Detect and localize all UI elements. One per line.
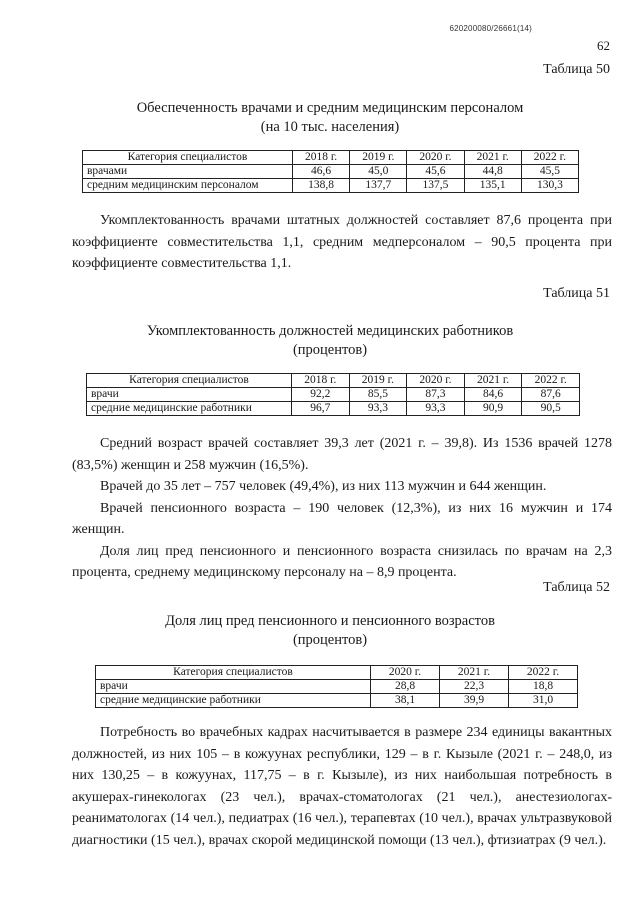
table50-title-line1: Обеспеченность врачами и средним медицинским персоналом [136, 100, 524, 116]
paragraph-age [72, 433, 612, 584]
table50-title [60, 99, 600, 137]
table-header-row [83, 151, 579, 165]
table-cell: 130,3 [521, 179, 578, 193]
table-cell: 18,8 [509, 680, 578, 694]
table50-title-line2: (на 10 тыс. населения) [260, 119, 400, 135]
table-cell: 138,8 [293, 179, 350, 193]
table-cell: 39,9 [440, 694, 509, 708]
table-cell: 90,9 [464, 402, 522, 416]
table-header-cell: 2020 г. [407, 151, 464, 165]
table-header-cell: Категория специалистов [87, 374, 292, 388]
paragraph-line: Доля лиц пред пенсионного и пенсионного возраста снизилась по врачам на 2,3 процента, среднему медицинскому персоналу на – 8,9 процента. [72, 543, 612, 580]
table-cell: врачи [96, 680, 371, 694]
table-cell: 90,5 [522, 402, 580, 416]
table51-title-line2: (процентов) [292, 342, 368, 358]
table-header-cell: 2022 г. [521, 151, 578, 165]
table-cell: 135,1 [464, 179, 521, 193]
table-cell: 96,7 [292, 402, 350, 416]
table-header-cell: 2020 г. [371, 666, 440, 680]
table-cell: врачи [87, 388, 292, 402]
table-cell: 84,6 [464, 388, 522, 402]
table-cell: 85,5 [349, 388, 407, 402]
table-cell: 38,1 [371, 694, 440, 708]
table-cell: 28,8 [371, 680, 440, 694]
table-row [87, 402, 580, 416]
table-cell: 93,3 [407, 402, 465, 416]
paragraph-line: Врачей до 35 лет – 757 человек (49,4%), из них 113 мужчин и 644 женщин. [100, 479, 547, 494]
table-cell: 46,6 [293, 165, 350, 179]
table50 [82, 150, 579, 193]
table-cell: 45,0 [350, 165, 407, 179]
table-cell: средние медицинские работники [87, 402, 292, 416]
table-header-cell: Категория специалистов [96, 666, 371, 680]
table-row [96, 680, 578, 694]
table-cell: 45,6 [407, 165, 464, 179]
table-header-cell: 2020 г. [407, 374, 465, 388]
table-row [83, 165, 579, 179]
table51-title [60, 322, 600, 360]
table52-label: Таблица 52 [543, 580, 610, 595]
table51-label: Таблица 51 [543, 286, 610, 301]
table-cell: врачами [83, 165, 293, 179]
table-header-cell: 2018 г. [292, 374, 350, 388]
paragraph-line: Врачей пенсионного возраста – 190 человек (12,3%), из них 16 мужчин и 174 женщин. [72, 500, 612, 537]
table-header-cell: 2021 г. [464, 151, 521, 165]
page-number: 62 [597, 38, 610, 53]
table-row [83, 179, 579, 193]
table51-title-line1: Укомплектованность должностей медицинских работников [146, 323, 514, 339]
table-header-cell: 2019 г. [350, 151, 407, 165]
table-header-cell: 2022 г. [509, 666, 578, 680]
table51 [86, 373, 580, 416]
table-header-cell: Категория специалистов [83, 151, 293, 165]
table-header-cell: 2021 г. [440, 666, 509, 680]
table-cell: средним медицинским персоналом [83, 179, 293, 193]
table-cell: 93,3 [349, 402, 407, 416]
table-header-cell: 2022 г. [522, 374, 580, 388]
paragraph-staffing: Укомплектованность врачами штатных должностей составляет 87,6 процента при коэффициенте совместительства 1,1, средним медперсоналом – 90,5 процента при коэффициенте совместительства 1,1. [72, 213, 612, 271]
table-header-row [87, 374, 580, 388]
table-cell: 87,3 [407, 388, 465, 402]
table-row [87, 388, 580, 402]
table-header-cell: 2021 г. [464, 374, 522, 388]
table-cell: 44,8 [464, 165, 521, 179]
paragraph-line: Средний возраст врачей составляет 39,3 лет (2021 г. – 39,8). Из 1536 врачей 1278 (83,5%) женщин и 258 мужчин (16,5%). [72, 436, 612, 473]
table-cell: 137,5 [407, 179, 464, 193]
table-header-row [96, 666, 578, 680]
table52 [95, 665, 578, 708]
table-cell: 137,7 [350, 179, 407, 193]
paragraph-vacancies: Потребность во врачебных кадрах насчитывается в размере 234 единицы вакантных должностей, из них 105 – в кожуунах республики, 129 – в г. Кызыле (2021 г. – 248,0, из них 130,25 – в кожуунах, 117,75 – в г. Кызыле), из них наибольшая потребность в акушерах-гинекологах (23 чел.), врачах-стоматологах (21 чел.), анестезиологах-реаниматологах (14 чел.), педиатрах (16 чел.), терапевтах (10 чел.), врачах ультразвуковой диагностики (15 чел.), врачах скорой медицинской помощи (13 чел.), фтизиатрах (9 чел.). [72, 725, 612, 848]
table-header-cell: 2018 г. [293, 151, 350, 165]
table-row [96, 694, 578, 708]
table-cell: средние медицинские работники [96, 694, 371, 708]
table-cell: 87,6 [522, 388, 580, 402]
table-cell: 22,3 [440, 680, 509, 694]
table-cell: 31,0 [509, 694, 578, 708]
table-cell: 92,2 [292, 388, 350, 402]
doc-id: 620200080/26661(14) [449, 24, 532, 33]
table-cell: 45,5 [521, 165, 578, 179]
table-header-cell: 2019 г. [349, 374, 407, 388]
table50-label: Таблица 50 [543, 62, 610, 77]
table52-title-line1: Доля лиц пред пенсионного и пенсионного возрастов [165, 613, 495, 629]
table52-title [60, 612, 600, 650]
table52-title-line2: (процентов) [292, 632, 368, 648]
